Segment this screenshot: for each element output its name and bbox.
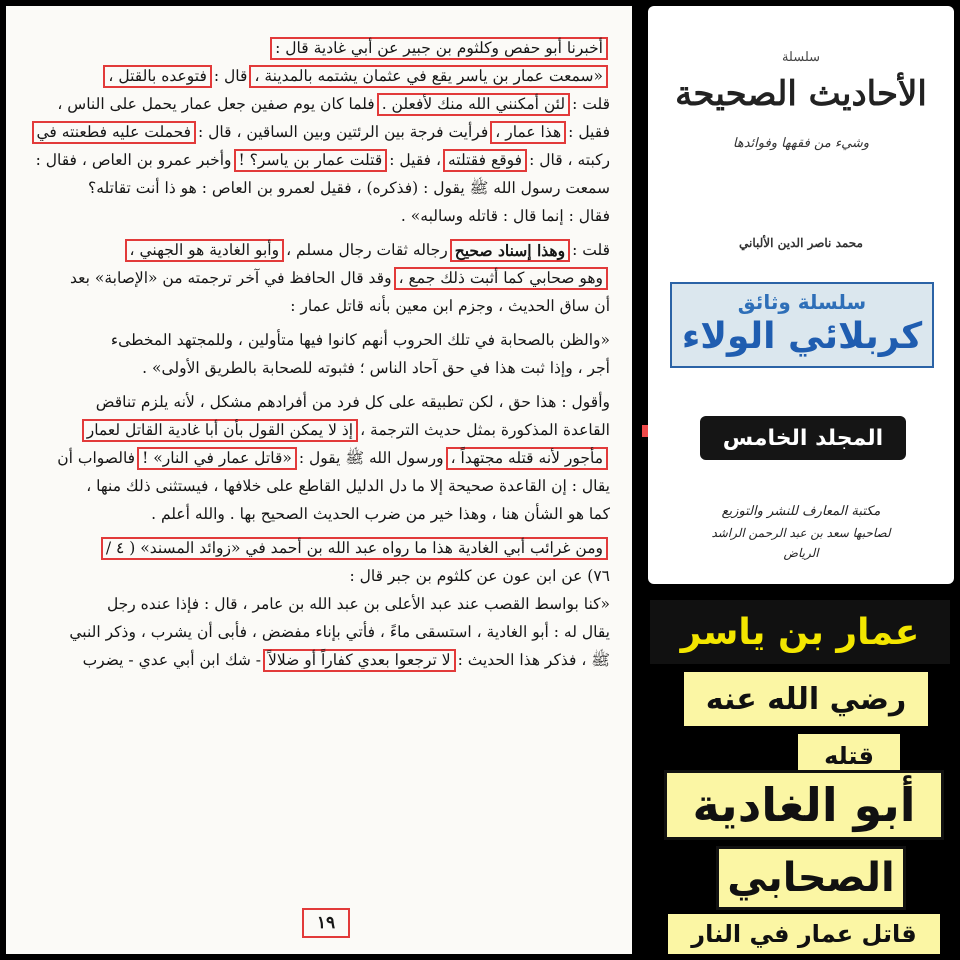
page-line [26, 236, 610, 264]
page-number: ١٩ [302, 908, 350, 938]
text-segment: فقيل : [568, 122, 610, 141]
highlighted-phrase: وأبو الغادية هو الجهني ، [125, 239, 285, 262]
text-segment: ، فقيل : [389, 150, 441, 169]
brand-top-text: سلسلة وثائق [737, 290, 867, 314]
page-line [26, 90, 610, 118]
highlighted-phrase: مأجور لأنه قتله مجتهداً ، [446, 447, 608, 470]
highlighted-phrase: أخبرنا أبو حفص وكلثوم بن جبير عن أبي غادية قال : [270, 37, 608, 60]
text-segment: قلت : [572, 94, 610, 113]
text-segment: قال : [213, 66, 248, 85]
brand-main-text: كربلائي الولاء [681, 316, 923, 357]
text-segment: فالصواب أن [57, 448, 136, 467]
highlighted-phrase: هذا عمار ، [490, 121, 566, 144]
page-line [26, 62, 610, 90]
page-line [26, 292, 610, 320]
page-line [26, 174, 610, 202]
text-segment: أجر ، وإذا ثبت هذا في حق آحاد الناس ؛ فثبوته للصحابة بالطريق الأولى» . [142, 358, 610, 377]
page-line [26, 388, 610, 416]
page-text [26, 34, 610, 674]
text-segment: - شك ابن أبي عدي - يضرب [82, 650, 262, 669]
highlighted-phrase: وهذا إسناد صحيح [450, 239, 570, 262]
cover-series: سلسلة [781, 50, 821, 65]
caption-sahabi: الصحابي [716, 846, 906, 910]
text-segment: كما هو الشأن هنا ، وهذا خير من ضرب الحديث الصحيح بها . والله أعلم . [151, 504, 610, 523]
page-line [26, 202, 610, 230]
page-line [26, 618, 610, 646]
highlighted-phrase: إذ لا يمكن القول بأن أبا غادية القاتل لعمار [82, 419, 358, 442]
publisher-owner: لصاحبها سعد بن عبد الرحمن الراشد [711, 526, 891, 540]
book-cover [648, 6, 954, 584]
highlighted-phrase: لا ترجعوا بعدي كفاراً أو ضلالاً [263, 649, 456, 672]
page-line [26, 264, 610, 292]
text-segment: ركبته ، قال : [529, 150, 610, 169]
page-line [26, 354, 610, 382]
cover-title: الأحاديث الصحيحة [675, 74, 927, 114]
caption-killed: قتله [798, 734, 900, 778]
text-segment: ورسول الله ﷺ يقول : [298, 448, 444, 467]
page-line [26, 444, 610, 472]
text-segment: وقد قال الحافظ في آخر ترجمته من «الإصابة» بعد [70, 268, 392, 287]
page-line [26, 34, 610, 62]
page-line [26, 534, 610, 562]
highlighted-phrase: لئن أمكنني الله منك لأفعلن . [377, 93, 570, 116]
page-line [26, 326, 610, 354]
brand-logo [670, 282, 934, 368]
text-segment: ﷺ ، فذكر هذا الحديث : [457, 650, 610, 669]
text-segment: فقال : إنما قال : قاتله وسالبه» . [400, 206, 610, 225]
highlighted-phrase: «قاتل عمار في النار» ! [137, 447, 297, 470]
text-segment: أن ساق الحديث ، وجزم ابن معين بأنه قاتل عمار : [290, 296, 610, 315]
text-segment: القاعدة المذكورة بمثل حديث الترجمة ، [360, 420, 610, 439]
highlighted-phrase: فوقع فقتلته [443, 149, 527, 172]
text-segment: «كنا بواسط القصب عند عبد الأعلى بن عبد الله بن عامر ، قال : فإذا عنده رجل [106, 594, 610, 613]
page-line [26, 500, 610, 528]
page-line [26, 118, 610, 146]
text-segment: سمعت رسول الله ﷺ يقول : (فذكره) ، فقيل لعمرو بن العاص : هو ذا أنت تقاتله؟ [87, 178, 610, 197]
cover-subtitle: وشيء من فقهها وفوائدها [732, 136, 870, 151]
highlighted-phrase: وهو صحابي كما أثبت ذلك جمع ، [394, 267, 608, 290]
text-segment: وأقول : هذا حق ، لكن تطبيقه على كل فرد من أفرادهم مشكل ، لأنه يلزم تناقض [95, 392, 610, 411]
page-line [26, 146, 610, 174]
highlighted-phrase: «سمعت عمار بن ياسر يقع في عثمان يشتمه بالمدينة ، [249, 65, 608, 88]
highlighted-phrase: فحملت عليه فطعنته في [32, 121, 196, 144]
highlighted-phrase: قتلت عمار بن ياسر؟ ! [234, 149, 388, 172]
text-segment: ٧٦) عن ابن عون عن كلثوم بن جبر قال : [349, 566, 610, 585]
text-segment: فلما كان يوم صفين جعل عمار يحمل على الناس ، [57, 94, 375, 113]
highlighted-phrase: ومن غرائب أبي الغادية هذا ما رواه عبد الله بن أحمد في «زوائد المسند» ( ٤ / [101, 537, 608, 560]
text-segment: يقال له : أبو الغادية ، استسقى ماءً ، فأتي بإناء مفضض ، فأبى أن يشرب ، وذكر النبي [69, 622, 610, 641]
page-line [26, 416, 610, 444]
page-line [26, 590, 610, 618]
text-segment: فرأيت فرجة بين الرئتين وبين الساقين ، قال : [198, 122, 489, 141]
caption-radi: رضي الله عنه [684, 672, 928, 726]
caption-name: عمار بن ياسر [650, 600, 950, 664]
text-segment: وأخبر عمرو بن العاص ، فقال : [35, 150, 232, 169]
publisher-name: مكتبة المعارف للنشر والتوزيع [721, 504, 881, 519]
publisher-city: الرياض [783, 546, 819, 560]
page-line [26, 646, 610, 674]
text-segment: رجاله ثقات رجال مسلم ، [286, 240, 448, 259]
caption-hadith: قاتل عمار في النار [668, 914, 940, 954]
scanned-book-page [6, 6, 632, 954]
text-segment: «والظن بالصحابة في تلك الحروب أنهم كانوا فيها متأولين ، وللمجتهد المخطىء [110, 330, 610, 349]
caption-killer: أبو الغادية [664, 770, 944, 840]
highlighted-phrase: فتوعده بالقتل ، [103, 65, 211, 88]
page-line [26, 562, 610, 590]
text-segment: يقال : إن القاعدة صحيحة إلا ما دل الدليل القاطع على خلافها ، فيستثنى ذلك منها ، [86, 476, 610, 495]
text-segment: قلت : [572, 240, 610, 259]
volume-badge: المجلد الخامس [700, 416, 906, 460]
cover-author: محمد ناصر الدين الألباني [739, 236, 863, 250]
page-line [26, 472, 610, 500]
